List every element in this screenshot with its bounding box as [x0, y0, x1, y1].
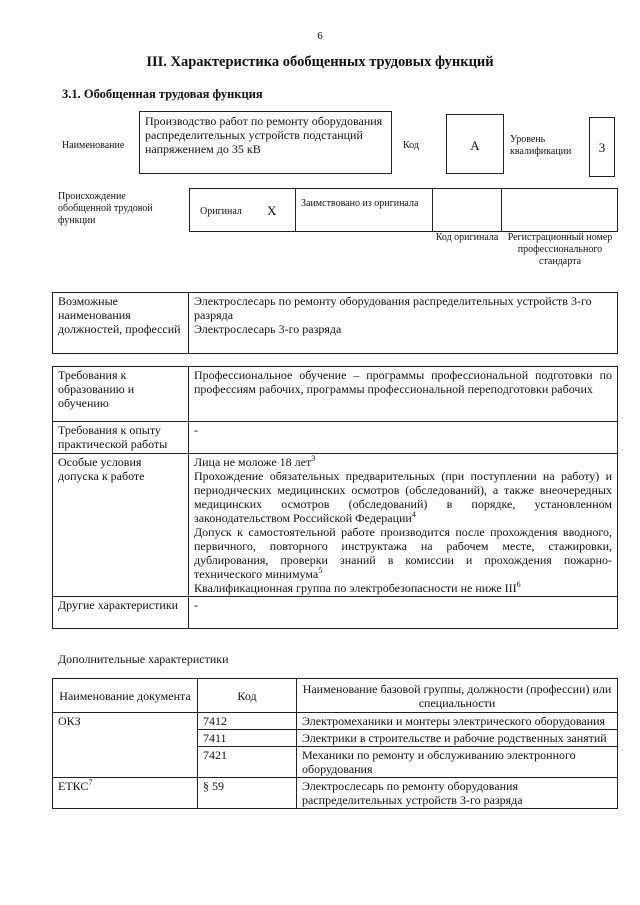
okz-name: Механики по ремонту и обслуживанию электронного оборудования	[297, 747, 618, 778]
education-value: Профессиональное обучение – программы профессиональной подготовки по профессиям рабочих, программы профессиональной переподготовки рабочих	[189, 367, 618, 422]
footnote-ref: 6	[516, 580, 521, 589]
position-line: Электрослесарь по ремонту оборудования распределительных устройств 3-го разряда	[194, 294, 592, 322]
name-value-box	[139, 111, 392, 174]
subsection-title: 3.1. Обобщенная трудовая функция	[62, 87, 263, 101]
reg-number-caption: Регистрационный номер профессионального стандарта	[507, 232, 613, 267]
reg-number-cell	[501, 188, 618, 232]
page-number: 6	[317, 30, 323, 42]
name-label: Наименование	[62, 140, 125, 151]
special-p3: Допуск к самостоятельной работе производится после прохождения вводного, первичного, повторного инструктажа на рабочем месте, стажировки, дублирования, проверки знаний в комиссии и прохождения пожарно-технического минимума	[194, 525, 612, 581]
origin-label: Происхождение обобщенной трудовой функции	[58, 191, 153, 226]
original-label: Оригинал	[200, 206, 242, 217]
okz-code: 7411	[198, 730, 297, 747]
level-value: 3	[598, 140, 606, 155]
header-name: Наименование базовой группы, должности (профессии) или специальности	[297, 679, 618, 713]
okz-code: 7421	[198, 747, 297, 778]
okz-name: Электромеханики и монтеры электрического оборудования	[297, 713, 618, 730]
code-origin-cell	[432, 188, 502, 232]
okz-code: 7412	[198, 713, 297, 730]
footnote-ref: 4	[411, 510, 416, 519]
special-p2: Прохождение обязательных предварительных (при поступлении на работу) и периодических медицинских осмотров (обследований), а также внеочередных медицинских осмотров (обследований) в порядке, установленном законодательством Российской Федерации	[194, 469, 612, 525]
okz-label: ОКЗ	[53, 713, 198, 778]
experience-value: -	[189, 422, 618, 454]
table-row	[53, 713, 618, 730]
special-value	[189, 454, 618, 597]
special-p1: Лица не моложе 18 лет	[194, 455, 312, 469]
section-title: III. Характеристика обобщенных трудовых функций	[146, 54, 494, 70]
experience-label: Требования к опыту практической работы	[53, 422, 189, 454]
requirements-table	[52, 366, 618, 629]
code-label: Код	[403, 140, 419, 151]
etks-name: Электрослесарь по ремонту оборудования распределительных устройств 3-го разряда	[297, 778, 618, 809]
table-row	[53, 778, 618, 809]
original-mark: X	[267, 203, 277, 218]
name-value: Производство работ по ремонту оборудования распределительных устройств подстанций напряжением до 35 кВ	[145, 114, 383, 156]
footnote-ref: 5	[318, 566, 323, 575]
education-label: Требования к образованию и обучению	[53, 367, 189, 422]
footnote-ref: 3	[311, 454, 316, 463]
okz-name: Электрики в строительстве и рабочие родственных занятий	[297, 730, 618, 747]
level-label: Уровень квалификации	[510, 134, 572, 157]
original-cell	[189, 188, 296, 232]
special-label: Особые условия допуска к работе	[53, 454, 189, 597]
etks-label: ЕТКС	[58, 779, 89, 793]
positions-table	[52, 292, 618, 354]
positions-label: Возможные наименования должностей, профессий	[53, 293, 189, 354]
header-doc: Наименование документа	[53, 679, 198, 713]
other-value: -	[189, 597, 618, 629]
borrowed-label: Заимствовано из оригинала	[301, 198, 419, 209]
etks-code: § 59	[198, 778, 297, 809]
additional-title: Дополнительные характеристики	[58, 652, 229, 666]
special-p4: Квалификационная группа по электробезопасности не ниже III	[194, 581, 517, 595]
other-label: Другие характеристики	[53, 597, 189, 629]
footnote-ref: 7	[88, 778, 93, 787]
header-code: Код	[198, 679, 297, 713]
additional-table	[52, 678, 618, 809]
position-line: Электрослесарь 3-го разряда	[194, 322, 342, 336]
level-value-box	[589, 117, 615, 177]
code-value-box	[446, 114, 504, 174]
code-origin-caption: Код оригинала	[435, 232, 499, 243]
borrowed-cell	[295, 188, 433, 232]
positions-values	[189, 293, 618, 354]
code-value: А	[470, 138, 480, 153]
